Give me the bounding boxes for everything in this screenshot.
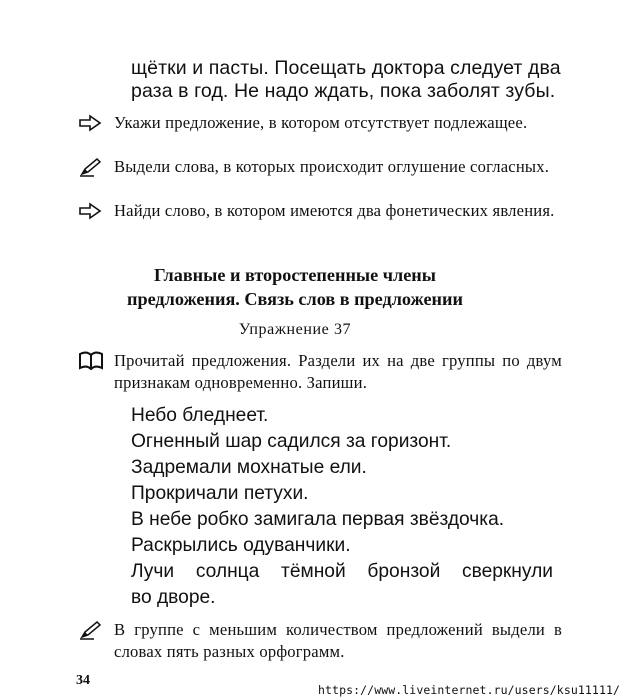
section-heading-line-1: Главные и второстепенные члены xyxy=(154,265,436,285)
sentence-line: Раскрылись одуванчики. xyxy=(131,535,351,556)
source-url: https://www.liveinternet.ru/users/ksu11111/ xyxy=(318,683,620,697)
sentence-line: Лучи солнца тёмной бронзой сверкнули xyxy=(131,561,553,582)
sentence-line: В небе робко замигала первая звёздочка. xyxy=(131,509,505,530)
pencil-icon xyxy=(78,157,104,177)
arrow-right-icon xyxy=(78,113,104,133)
intro-line-1: щётки и пасты. Посещать доктора следует два xyxy=(131,57,561,79)
page-number: 34 xyxy=(76,673,90,688)
section-heading-line-2: предложения. Связь слов в предложении xyxy=(127,289,463,309)
pencil-icon xyxy=(78,620,104,640)
exercise-label: Упражнение 37 xyxy=(238,321,352,338)
intro-line-2: раза в год. Не надо ждать, пока заболят зубы. xyxy=(131,80,556,102)
final-task-text: В группе с меньшим количеством предложений выдели в словах пять разных орфограмм. xyxy=(114,620,562,661)
sentence-line: во дворе. xyxy=(131,587,216,608)
task-text: Выдели слова, в которых происходит оглушение согласных. xyxy=(114,157,550,176)
sentence-line: Задремали мохнатые ели. xyxy=(131,457,367,478)
sentence-line: Небо бледнеет. xyxy=(131,405,269,426)
arrow-right-icon xyxy=(78,201,104,221)
sentence-line: Огненный шар садился за горизонт. xyxy=(131,431,452,452)
instruction-text: Прочитай предложения. Раздели их на две группы по двум признакам одновременно. Запиши. xyxy=(114,351,562,392)
sentence-line: Прокричали петухи. xyxy=(131,483,309,504)
task-text: Укажи предложение, в котором отсутствует подлежащее. xyxy=(114,113,528,132)
task-text: Найди слово, в котором имеются два фонетических явления. xyxy=(114,201,555,220)
open-book-icon xyxy=(78,351,104,371)
